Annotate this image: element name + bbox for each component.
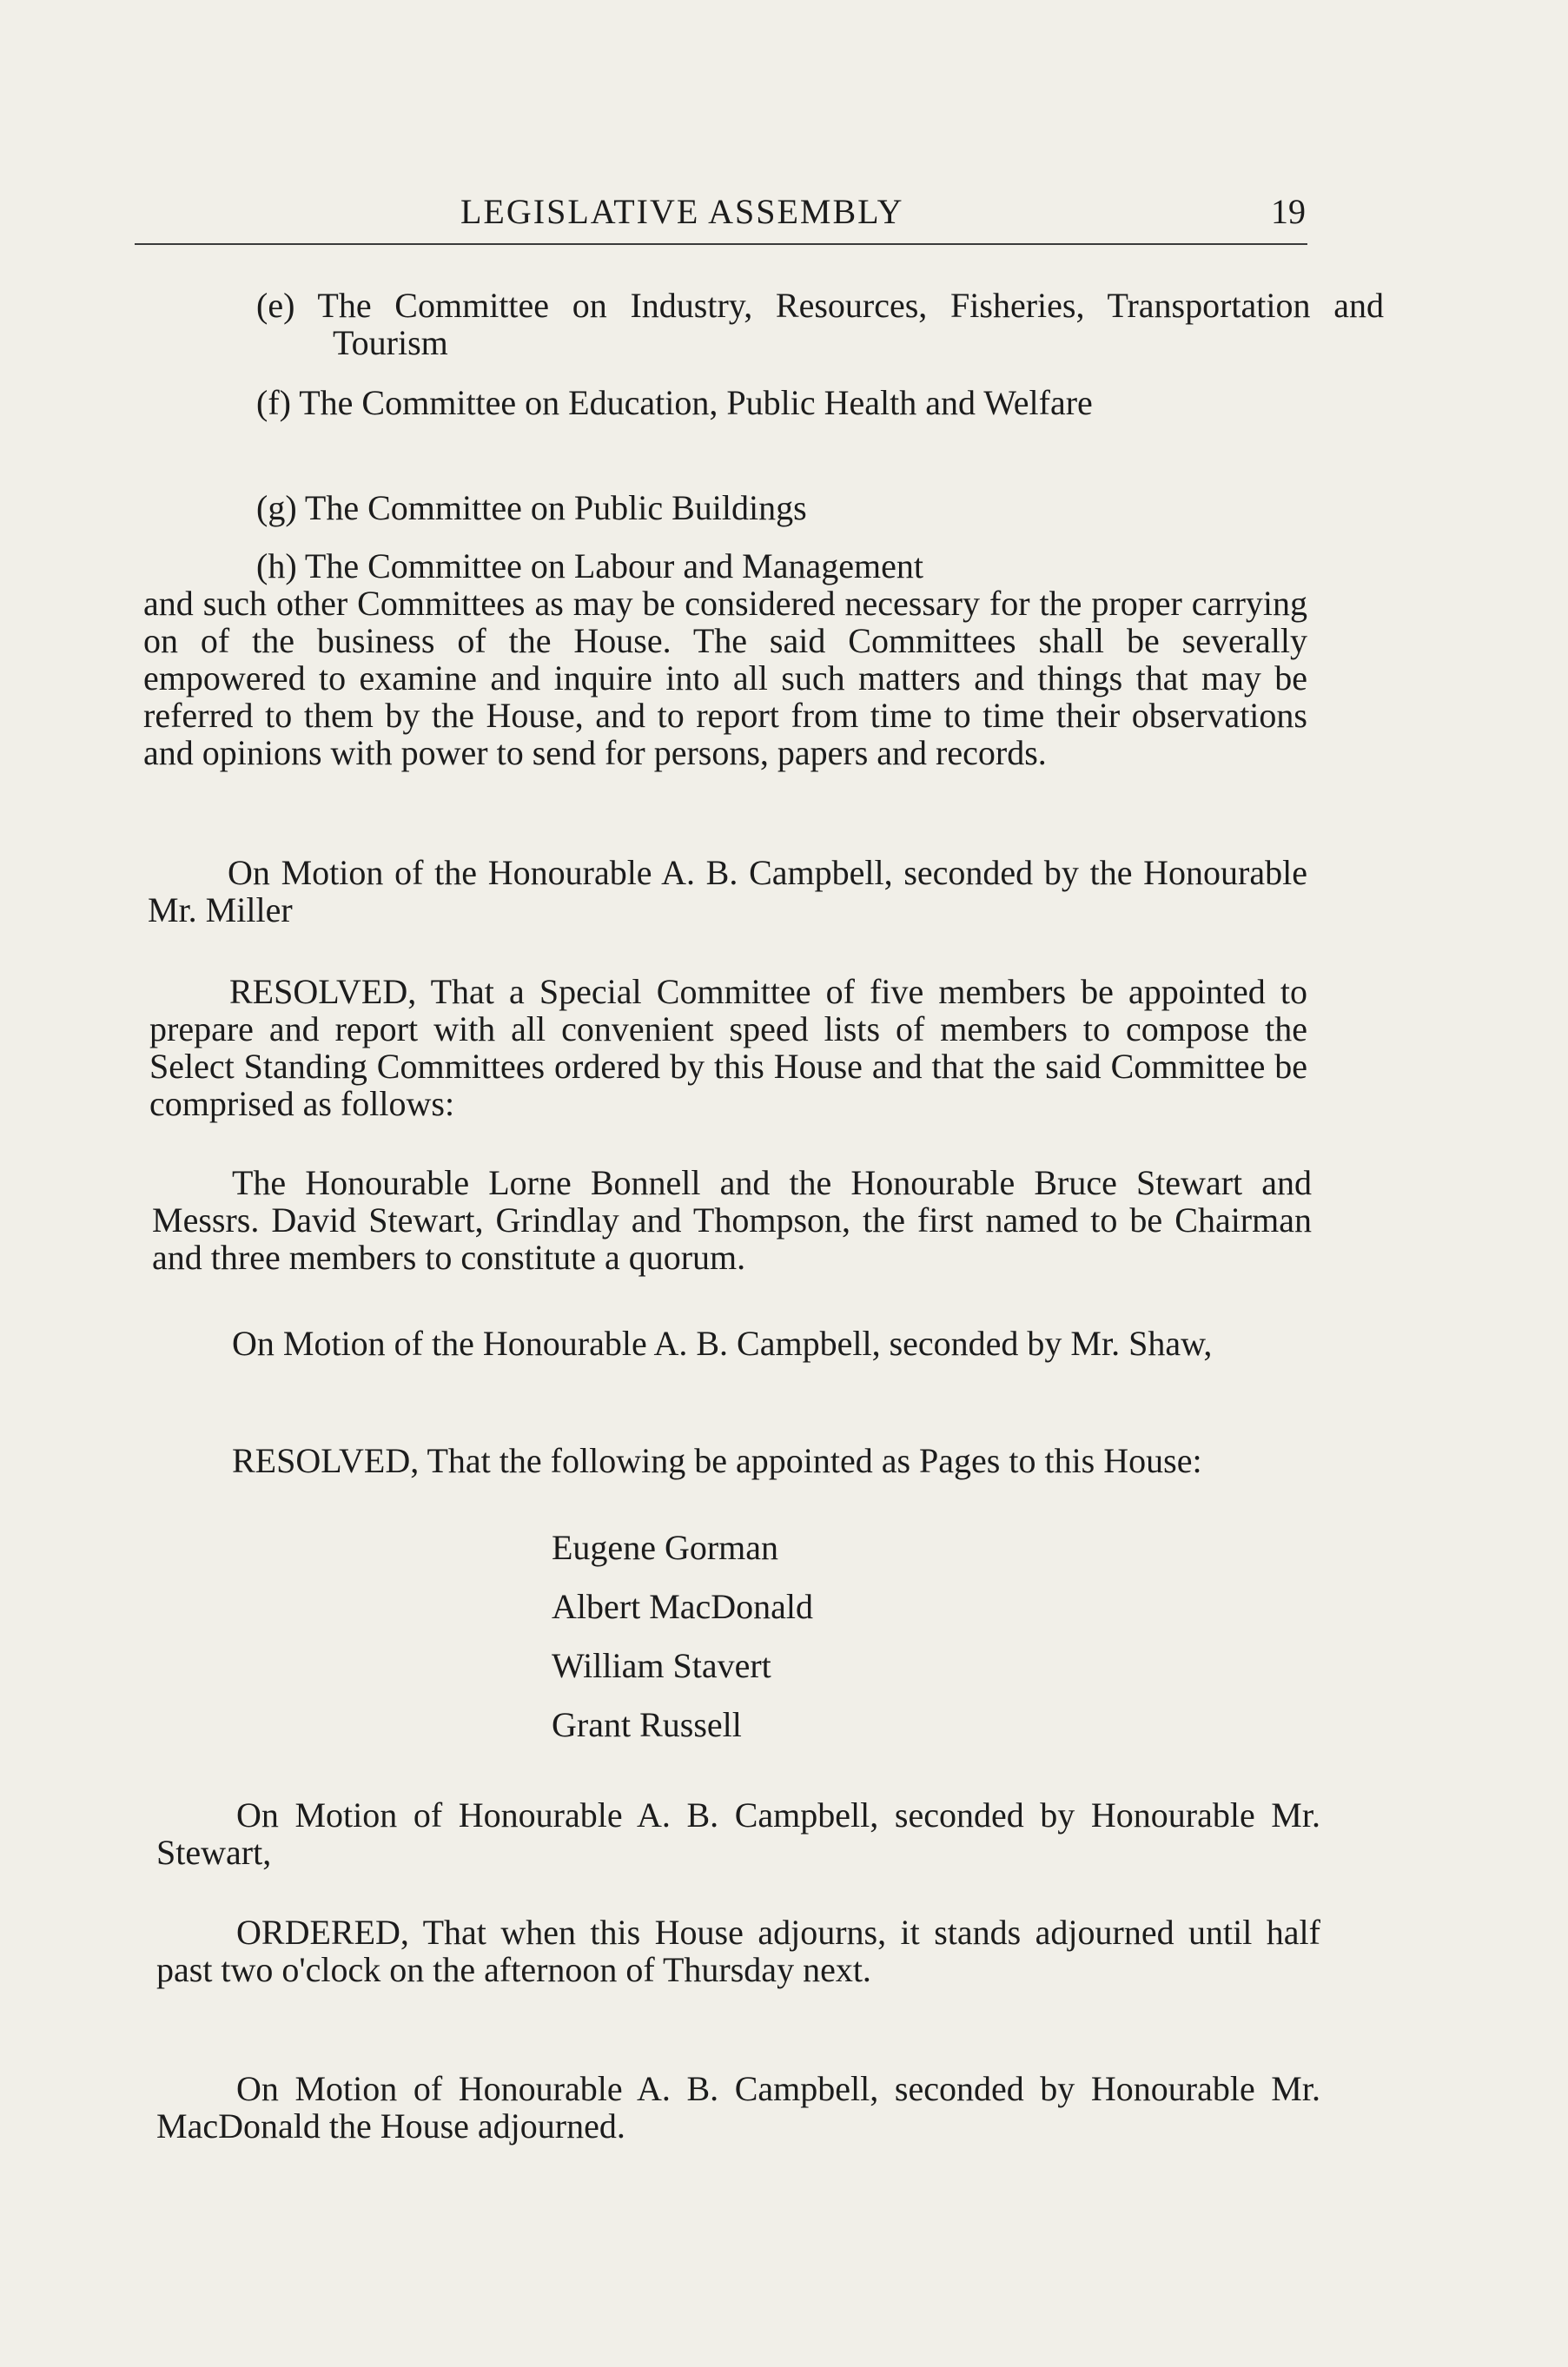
- committee-list-item: (f) The Committee on Education, Public Health and Welfare: [256, 383, 1093, 422]
- paragraph-committees-powers: and such other Committees as may be considered necessary for the proper carrying on of the business of the House. The said Committees shall be severally empowered to examine and inquire into all such matters and things that may be referred to them by the House, and to report from time to time their observations and opinions with power to send for persons, papers and records.: [143, 584, 1307, 772]
- page-name: Eugene Gorman: [552, 1528, 779, 1567]
- paragraph-resolved: RESOLVED, That the following be appointed as Pages to this House:: [232, 1441, 1202, 1480]
- page-number: 19: [1271, 192, 1306, 231]
- paragraph-committee-members: The Honourable Lorne Bonnell and the Honourable Bruce Stewart and Messrs. David Stewart, Grindlay and Thompson, the first named to be Chairman and three members to constitute a quorum.: [152, 1163, 1312, 1277]
- paragraph-motion: On Motion of Honourable A. B. Campbell, seconded by Honourable Mr. MacDonald the House adjourned.: [156, 2069, 1320, 2146]
- paragraph-ordered: ORDERED, That when this House adjourns, it stands adjourned until half past two o'clock on the afternoon of Thursday next.: [156, 1913, 1320, 1989]
- paragraph-motion: On Motion of the Honourable A. B. Campbell, seconded by the Honourable Mr. Miller: [148, 853, 1307, 929]
- paragraph-motion: On Motion of Honourable A. B. Campbell, seconded by Honourable Mr. Stewart,: [156, 1795, 1320, 1872]
- paragraph-resolved: RESOLVED, That a Special Committee of five members be appointed to prepare and report with all convenient speed lists of members to compose the Select Standing Committees ordered by this House and that the said Committee be comprised as follows:: [149, 972, 1307, 1123]
- header-title: LEGISLATIVE ASSEMBLY: [460, 192, 904, 231]
- committee-list-item: (e) The Committee on Industry, Resources, Fisheries, Transportation and Tourism: [256, 286, 1384, 362]
- paragraph-motion: On Motion of the Honourable A. B. Campbell, seconded by Mr. Shaw,: [232, 1324, 1213, 1363]
- committee-list-item: (g) The Committee on Public Buildings: [256, 488, 807, 527]
- page-name: Albert MacDonald: [552, 1587, 814, 1626]
- running-header: [135, 189, 1307, 245]
- page-name: Grant Russell: [552, 1705, 742, 1744]
- page-name: William Stavert: [552, 1646, 771, 1685]
- committee-list-item: (h) The Committee on Labour and Management: [256, 546, 923, 585]
